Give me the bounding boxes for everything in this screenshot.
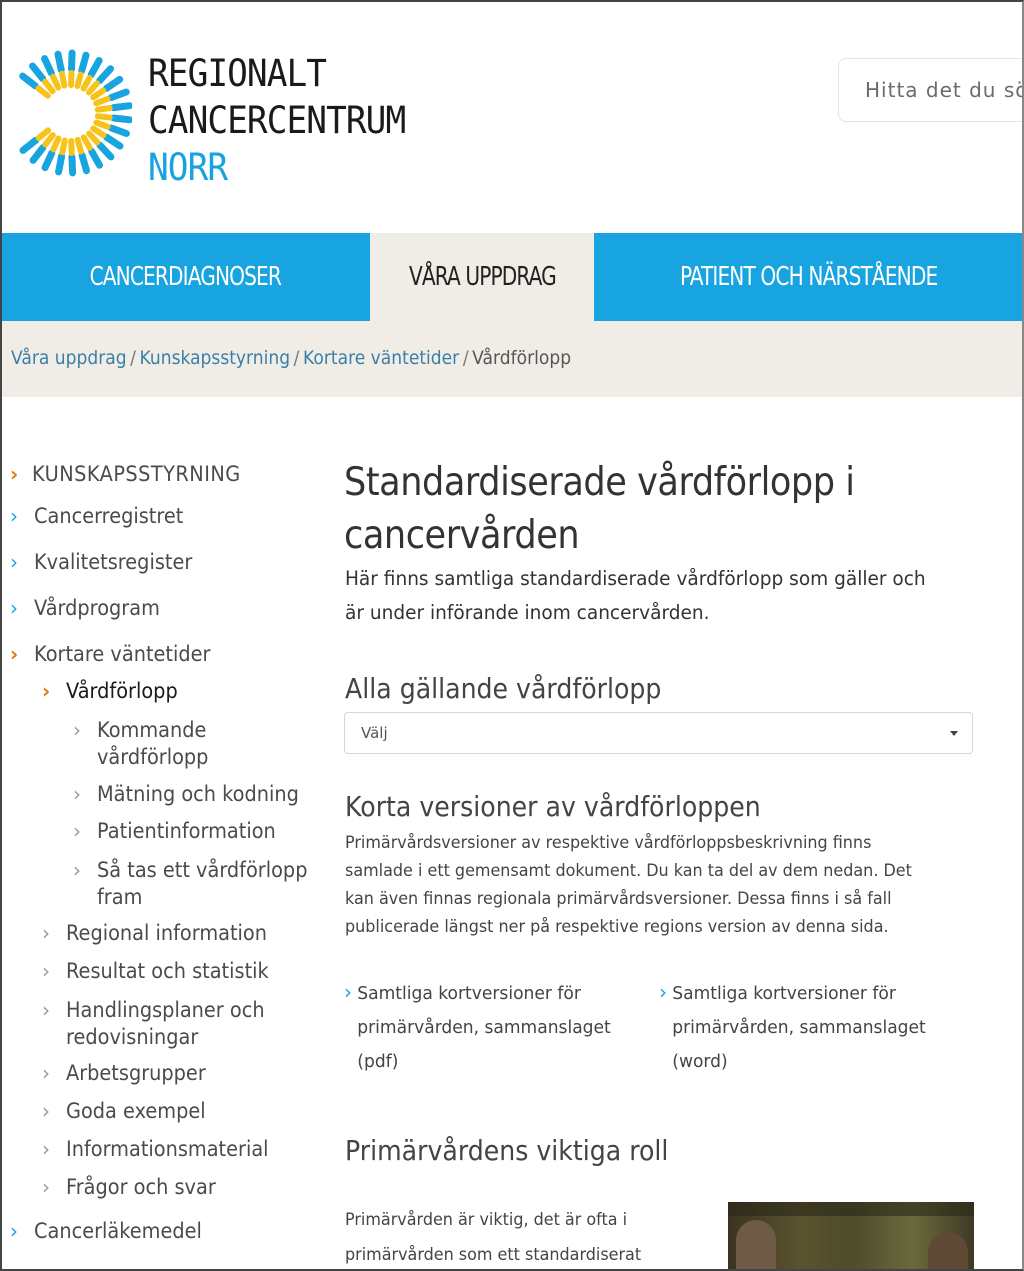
- sidebar-item-label: Regional information: [66, 921, 268, 945]
- sidebar-item-label: Vårdförlopp: [66, 679, 178, 703]
- sidebar-item-kortare-vantetider[interactable]: [10, 642, 226, 666]
- logo-ray: [89, 134, 97, 143]
- link-kortversioner-pdf[interactable]: [344, 977, 644, 1079]
- chevron-right-icon: ›: [10, 462, 19, 486]
- sidebar-item-label: Arbetsgrupper: [66, 1061, 206, 1085]
- site-logo-text[interactable]: [148, 50, 405, 191]
- logo-ray: [62, 74, 64, 86]
- logo-ray: [114, 118, 130, 120]
- short-line: kan även finnas regionala primärvårdsversioner. Dessa finns i så fall: [345, 889, 892, 909]
- logo-ray: [84, 137, 90, 147]
- breadcrumb: [11, 347, 571, 369]
- breadcrumb-separator: /: [130, 347, 136, 369]
- logo-ray: [45, 153, 52, 168]
- chevron-right-icon: ›: [73, 858, 81, 882]
- chevron-right-icon: ›: [73, 782, 81, 806]
- chevron-right-icon: ›: [344, 980, 352, 1004]
- link-line-2: primärvården, sammanslaget: [672, 1017, 926, 1038]
- logo-ray: [23, 140, 36, 150]
- logo-ray: [59, 156, 62, 172]
- chevron-right-icon: ›: [42, 679, 51, 703]
- chevron-right-icon: ›: [42, 921, 50, 945]
- sidebar-item-arbetsgrupper[interactable]: [42, 1061, 218, 1085]
- chevron-right-icon: ›: [42, 1137, 50, 1161]
- logo-ray: [107, 137, 120, 146]
- sidebar-item-label: Kommande: [97, 718, 207, 742]
- short-line: publicerade längst ner på respektive regions version av denna sida.: [345, 917, 889, 937]
- chevron-right-icon: ›: [42, 1099, 50, 1123]
- breadcrumb-link[interactable]: Kortare väntetider: [303, 347, 460, 369]
- logo-ray: [96, 123, 107, 127]
- chevron-right-icon: ›: [73, 819, 81, 843]
- sidebar-item-label: Resultat och statistik: [66, 959, 269, 983]
- primary-line: primärvården som ett standardiserat: [345, 1245, 642, 1265]
- link-line-1: Samtliga kortversioner för: [357, 983, 581, 1004]
- photo-person: [928, 1232, 968, 1271]
- logo-ray: [98, 108, 110, 110]
- chevron-right-icon: ›: [73, 718, 81, 742]
- chevron-right-icon: ›: [42, 998, 50, 1022]
- short-versions-heading: Korta versioner av vårdförloppen: [345, 790, 761, 823]
- short-line: samlade i ett gemensamt dokument. Du kan ta del av dem nedan. Det: [345, 861, 912, 881]
- logo-ray: [111, 128, 126, 134]
- logo-ray: [39, 88, 48, 95]
- sidebar-item-label: Patientinformation: [97, 819, 276, 843]
- sidebar-item-cancerlakemedel[interactable]: [10, 1219, 216, 1243]
- logo-ray: [96, 99, 107, 103]
- link-kortversioner-word[interactable]: [659, 977, 959, 1079]
- logo-ray: [53, 139, 58, 150]
- logo-ray: [93, 91, 103, 98]
- sidebar-item-goda-exempel[interactable]: [42, 1099, 218, 1123]
- logo-ray: [58, 54, 61, 70]
- sidebar-item-label: Cancerläkemedel: [34, 1219, 202, 1243]
- logo-ray: [82, 55, 86, 70]
- primary-care-heading: Primärvårdens viktiga roll: [345, 1134, 669, 1167]
- sidebar-item-label: Kvalitetsregister: [34, 550, 193, 574]
- logo-ray: [107, 79, 120, 88]
- logo-ray: [45, 59, 52, 74]
- sidebar-item-cancerregistret[interactable]: [10, 504, 196, 528]
- sidebar-item-informationsmaterial[interactable]: [42, 1137, 286, 1161]
- logo-ray: [33, 66, 43, 79]
- page-title-line-2: cancervården: [344, 513, 580, 558]
- nav-tab-label: VÅRA UPPDRAG: [408, 262, 556, 292]
- intro-line-2: är under införande inom cancervården.: [345, 601, 710, 624]
- caret-down-icon: [950, 731, 958, 736]
- page-intro: [345, 562, 972, 630]
- sidebar-item-kvalitetsregister[interactable]: [10, 550, 206, 574]
- breadcrumb-current: Vårdförlopp: [472, 347, 572, 369]
- logo-ray: [45, 82, 53, 91]
- logo-ray: [93, 129, 103, 136]
- sidebar-item-fragor-och-svar[interactable]: [42, 1175, 229, 1199]
- primary-care-photo: [728, 1202, 974, 1271]
- logo-ray: [100, 69, 111, 81]
- nav-tab-patient[interactable]: [594, 233, 1024, 321]
- sidebar-item-label: Så tas ett vårdförlopp: [97, 858, 308, 882]
- sidebar-item-kommande-vardforlopp[interactable]: [73, 717, 218, 771]
- sidebar-item-resultat-och-statistik[interactable]: [42, 959, 286, 983]
- rcc-logo-icon[interactable]: [8, 46, 132, 180]
- sidebar-item-label: Frågor och svar: [66, 1175, 216, 1199]
- logo-ray: [114, 106, 130, 108]
- logo-ray: [100, 145, 111, 157]
- breadcrumb-separator: /: [293, 347, 300, 369]
- primary-care-text: [345, 1203, 683, 1271]
- search-input[interactable]: [839, 59, 1024, 121]
- vardforlopp-select[interactable]: [344, 712, 973, 754]
- sidebar-item-label: Cancerregistret: [34, 504, 184, 528]
- breadcrumb-link[interactable]: Våra uppdrag: [11, 347, 127, 369]
- chevron-right-icon: ›: [42, 959, 50, 983]
- chevron-right-icon: ›: [10, 642, 19, 666]
- sidebar-item-label-line2: vårdförlopp: [97, 745, 209, 769]
- intro-line-1: Här finns samtliga standardiserade vårdförlopp som gäller och: [345, 567, 926, 590]
- sidebar-item-label: Informationsmaterial: [66, 1137, 269, 1161]
- sidebar-item-vardforlopp[interactable]: [42, 679, 187, 703]
- sidebar-item-label: Handlingsplaner och: [66, 998, 265, 1022]
- nav-tab-label: CANCERDIAGNOSER: [89, 262, 281, 292]
- chevron-right-icon: ›: [10, 550, 18, 574]
- page-title: [344, 456, 920, 562]
- sidebar-item-label: Goda exempel: [66, 1099, 206, 1123]
- chevron-right-icon: ›: [42, 1175, 50, 1199]
- logo-ray: [23, 76, 36, 86]
- sidebar-item-kunskapsstyrning[interactable]: [10, 462, 259, 486]
- link-line-2: primärvården, sammanslaget: [357, 1017, 611, 1038]
- sidebar-item-patientinformation[interactable]: [73, 819, 291, 843]
- logo-ray: [84, 78, 90, 89]
- link-line-3: (pdf): [357, 1051, 399, 1072]
- nav-tab-label: PATIENT OCH NÄRSTÅENDE: [680, 262, 938, 292]
- page-title-line-1: Standardiserade vårdförlopp i: [344, 460, 855, 505]
- logo-ray: [72, 53, 73, 69]
- logo-ray: [91, 61, 99, 75]
- logo-line-3: NORR: [148, 146, 228, 189]
- logo-ray: [62, 141, 64, 153]
- logo-ray: [82, 155, 86, 170]
- sidebar-item-label-line2: fram: [97, 885, 143, 909]
- short-versions-text: [345, 829, 956, 941]
- logo-ray: [89, 84, 97, 93]
- sidebar-item-sa-tas-ett-vardforlopp-fram[interactable]: [73, 857, 326, 911]
- logo-ray: [45, 135, 52, 144]
- chevron-right-icon: ›: [659, 980, 667, 1004]
- breadcrumb-bar: [0, 321, 1024, 397]
- sidebar-item-label: KUNSKAPSSTYRNING: [32, 462, 241, 486]
- logo-ray: [98, 116, 110, 117]
- sidebar-item-label: Mätning och kodning: [97, 782, 299, 806]
- chevron-right-icon: ›: [10, 596, 18, 620]
- link-line-1: Samtliga kortversioner för: [672, 983, 896, 1004]
- logo-ray: [92, 151, 100, 165]
- sidebar-item-handlingsplaner[interactable]: [42, 997, 282, 1051]
- logo-ray: [78, 140, 81, 152]
- logo-ray: [71, 141, 72, 153]
- breadcrumb-separator: /: [462, 347, 469, 369]
- sidebar-item-vardprogram[interactable]: [10, 596, 171, 620]
- main-nav: [0, 233, 1024, 321]
- photo-person: [736, 1220, 776, 1271]
- site-header: [0, 0, 1024, 233]
- nav-tab-cancerdiagnoser[interactable]: [0, 233, 370, 321]
- logo-line-2: CANCERCENTRUM: [148, 99, 406, 142]
- sidebar-item-label-line2: redovisningar: [66, 1025, 199, 1049]
- chevron-right-icon: ›: [10, 1219, 18, 1243]
- search-box: [838, 58, 1024, 122]
- chevron-right-icon: ›: [10, 504, 18, 528]
- logo-ray: [33, 148, 43, 161]
- link-line-3: (word): [672, 1051, 728, 1072]
- logo-ray: [39, 130, 48, 138]
- breadcrumb-link[interactable]: Kunskapsstyrning: [139, 347, 291, 369]
- logo-line-1: REGIONALT: [148, 52, 327, 95]
- logo-ray: [72, 157, 73, 173]
- nav-tab-vara-uppdrag[interactable]: [370, 233, 594, 321]
- sidebar-item-matning-och-kodning[interactable]: [73, 782, 316, 806]
- logo-ray: [78, 75, 81, 87]
- sidebar-item-label: Kortare väntetider: [34, 642, 211, 666]
- sidebar-item-regional-information[interactable]: [42, 921, 284, 945]
- chevron-right-icon: ›: [42, 1061, 50, 1085]
- logo-ray: [111, 92, 126, 98]
- logo-ray: [53, 77, 58, 88]
- primary-line: Primärvården är viktig, det är ofta i: [345, 1210, 628, 1230]
- short-line: Primärvårdsversioner av respektive vårdförloppsbeskrivning finns: [345, 833, 872, 853]
- select-value: Välj: [361, 724, 388, 742]
- photo-shadow: [728, 1202, 974, 1216]
- sidebar-item-label: Vårdprogram: [34, 596, 160, 620]
- all-vardforlopp-heading: Alla gällande vårdförlopp: [345, 672, 662, 705]
